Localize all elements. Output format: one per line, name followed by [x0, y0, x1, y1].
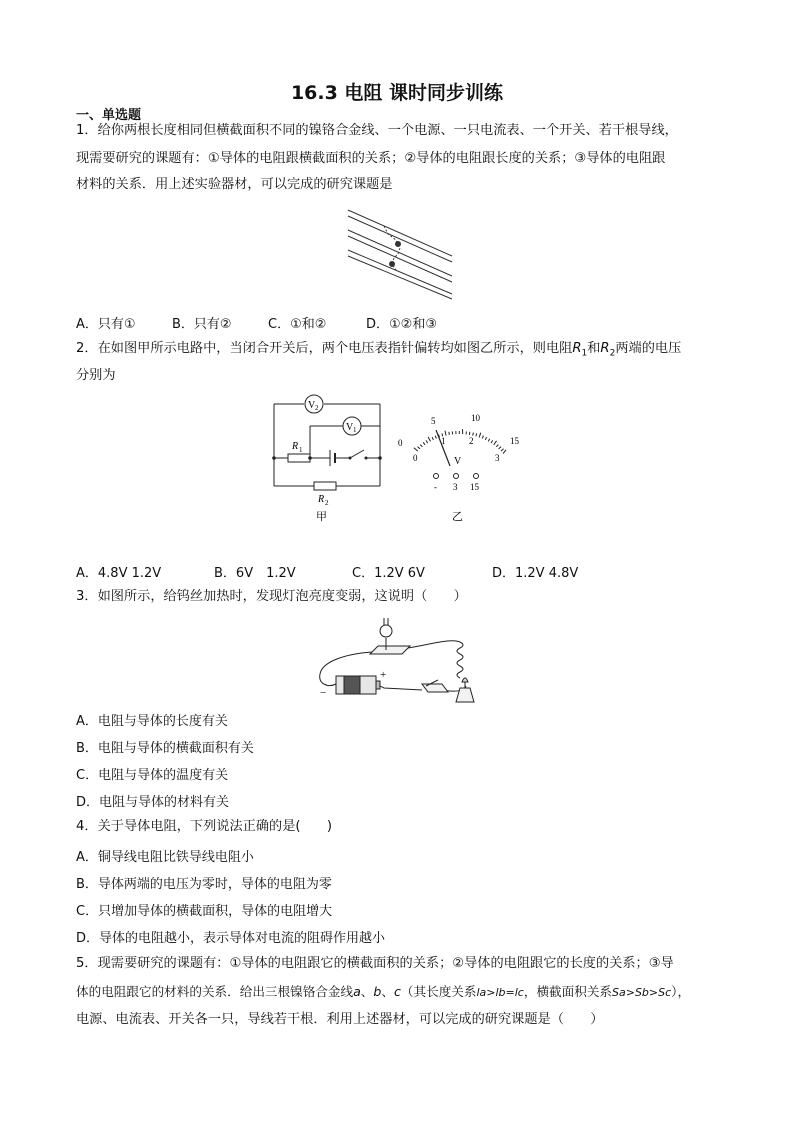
r1-label: R	[292, 441, 299, 452]
meter-inner-tick-2: 2	[469, 436, 474, 446]
q4-option-c[interactable]: C．只增加导体的横截面积，导体的电阻增大	[76, 904, 333, 919]
q5-sep-1: 、	[360, 984, 374, 999]
v2-meter-sub: 2	[315, 404, 319, 412]
meter-terminal-15: 15	[470, 482, 479, 492]
q3-option-c[interactable]: C．电阻与导体的温度有关	[76, 768, 229, 783]
q4-stem: 4．关于导体电阻，下列说法正确的是( )	[76, 819, 333, 834]
q5-line-3: 电源、电流表、开关各一只，导线若干根．利用上述器材，可以完成的研究课题是（ ）	[76, 1012, 604, 1027]
section-heading: 一、单选题	[76, 108, 142, 123]
page-title: 16.3 电阻 课时同步训练	[290, 82, 504, 104]
q4-option-b[interactable]: B．导体两端的电压为零时，导体的电阻为零	[76, 877, 332, 892]
q5-sep-2: 、	[381, 984, 394, 999]
q2-option-a[interactable]: A．4.8V 1.2V	[76, 566, 162, 581]
q5-line-1: 5．现需要研究的课题有：①导体的电阻跟它的横截面积的关系；②导体的电阻跟它的长度的关系；③导	[76, 956, 674, 971]
q2-option-d[interactable]: D．1.2V 4.8V	[492, 566, 579, 581]
q5-line-2-post: ），	[671, 984, 691, 999]
q1-line-2: 现需要研究的课题有：①导体的电阻跟横截面积的关系；②导体的电阻跟长度的关系；③导体的电阻跟	[76, 151, 666, 166]
q2-option-c[interactable]: C．1.2V 6V	[352, 566, 425, 581]
q1-wires-figure	[340, 204, 460, 300]
meter-outer-tick-0: 0	[398, 438, 403, 448]
q2-r1-symbol: R	[572, 341, 582, 356]
meter-outer-tick-5: 5	[431, 416, 436, 426]
fig-caption-yi: 乙	[452, 511, 463, 523]
q2-r2-sub: 2	[609, 348, 616, 359]
r1-label-sub: 1	[299, 446, 303, 454]
q1-option-c[interactable]: C．①和②	[268, 317, 327, 332]
r2-label-sub: 2	[325, 499, 329, 507]
v1-meter-sub: 1	[353, 426, 357, 434]
q2-r2-symbol: R	[600, 341, 610, 356]
meter-inner-tick-0: 0	[413, 453, 418, 463]
q5-line-2-mid2: ，横截面积关系	[523, 984, 612, 999]
meter-terminal-minus: -	[434, 482, 437, 492]
q1-option-b[interactable]: B．只有②	[172, 317, 232, 332]
meter-terminal-3: 3	[453, 482, 458, 492]
q5-line-2-mid: （其长度关系	[400, 984, 477, 999]
q3-tungsten-experiment-figure	[314, 614, 486, 704]
q5-wire-a: a	[353, 984, 361, 999]
q2-r1-sub: 1	[581, 348, 588, 359]
q3-option-a[interactable]: A．电阻与导体的长度有关	[76, 714, 228, 729]
q4-option-a[interactable]: A．铜导线电阻比铁导线电阻小	[76, 850, 254, 865]
q5-wire-c: c	[393, 984, 401, 999]
q2-stem-and: 和	[587, 341, 601, 356]
meter-inner-tick-3: 3	[495, 453, 500, 463]
q5-area-relation: Sa>Sb>Sc	[612, 986, 672, 999]
v2-meter-symbol: V	[308, 400, 316, 411]
q5-line-2-pre: 体的电阻跟它的材料的关系．给出三根镍铬合金线	[76, 984, 354, 999]
q3-option-b[interactable]: B．电阻与导体的横截面积有关	[76, 741, 254, 756]
q3-option-d[interactable]: D．电阻与导体的材料有关	[76, 795, 230, 810]
q2-voltmeter-dial	[392, 404, 532, 528]
battery-plus-sign: +	[380, 669, 387, 681]
q1-line-1: 1．给你两根长度相同但横截面积不同的镍铬合金线、一个电源、一只电流表、一个开关、若干根导线，	[76, 123, 678, 138]
q1-option-a[interactable]: A．只有①	[76, 317, 136, 332]
q3-stem: 3．如图所示，给钨丝加热时，发现灯泡亮度变弱，这说明（ ）	[76, 589, 467, 604]
meter-inner-tick-1: 1	[441, 436, 446, 446]
q2-line-2: 分别为	[76, 368, 116, 383]
meter-unit: V	[454, 456, 462, 467]
q2-line-1	[76, 340, 681, 363]
q2-stem-post: 两端的电压	[615, 341, 682, 356]
q4-option-d[interactable]: D．导体的电阻越小，表示导体对电流的阻碍作用越小	[76, 931, 386, 946]
q2-circuit-diagram	[268, 392, 388, 524]
battery-minus-sign: −	[320, 687, 327, 699]
q5-length-relation: la>lb=lc	[476, 986, 524, 999]
q5-line-2	[76, 983, 690, 1002]
meter-outer-tick-15: 15	[510, 436, 519, 446]
meter-outer-tick-10: 10	[471, 413, 480, 423]
q1-line-3: 材料的关系．用上述实验器材，可以完成的研究课题是	[76, 177, 393, 192]
q5-wire-b: b	[373, 984, 382, 999]
q2-stem-pre: 2．在如图甲所示电路中，当闭合开关后，两个电压表指针偏转均如图乙所示，则电阻	[76, 341, 573, 356]
v1-meter-symbol: V	[346, 422, 354, 433]
fig-caption-jia: 甲	[316, 511, 327, 523]
r2-label: R	[318, 494, 325, 505]
q1-option-d[interactable]: D．①②和③	[366, 317, 437, 332]
q2-option-b[interactable]: B．6V 1.2V	[214, 566, 296, 581]
